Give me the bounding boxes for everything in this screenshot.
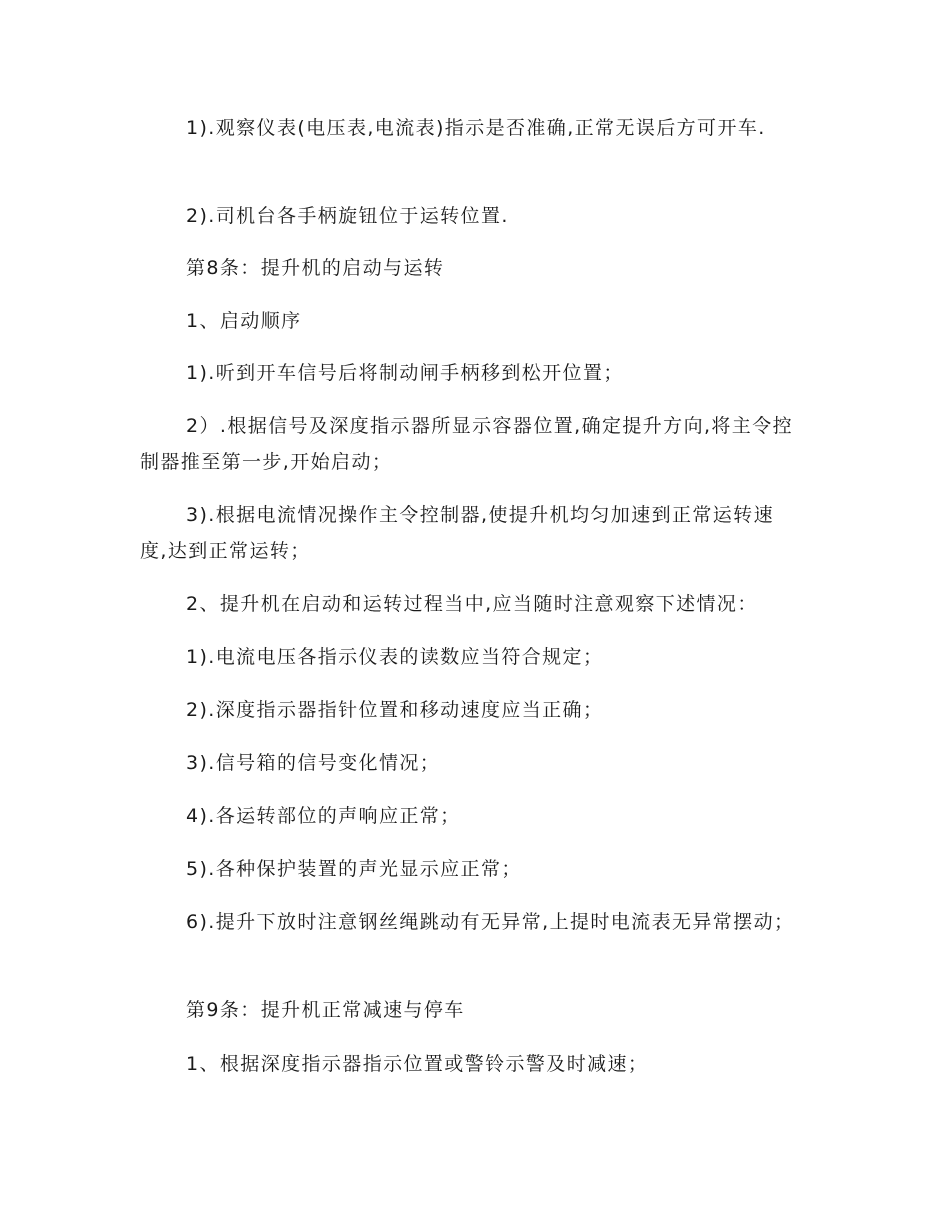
- section-heading-article-8: 第8条：提升机的启动与运转: [186, 257, 445, 279]
- paragraph-observe-1: 1).电流电压各指示仪表的读数应当符合规定；: [186, 646, 604, 668]
- paragraph-decelerate-1: 1、根据深度指示器指示位置或警铃示警及时减速；: [186, 1053, 649, 1075]
- paragraph-observe-6: 6).提升下放时注意钢丝绳跳动有无异常,上提时电流表无异常摆动；: [186, 911, 795, 933]
- paragraph-observe-4: 4).各运转部位的声响应正常；: [186, 805, 461, 827]
- section-heading-article-9: 第9条：提升机正常减速与停车: [186, 999, 465, 1021]
- paragraph-observe-2: 2).深度指示器指针位置和移动速度应当正确；: [186, 699, 604, 721]
- paragraph-handle-position: 2).司机台各手柄旋钮位于运转位置.: [186, 205, 509, 227]
- paragraph-start-step-1: 1).听到开车信号后将制动闸手柄移到松开位置；: [186, 362, 624, 384]
- paragraph-observe-5: 5).各种保护装置的声光显示应正常；: [186, 858, 522, 880]
- subheading-observation: 2、提升机在启动和运转过程当中,应当随时注意观察下述情况：: [186, 593, 758, 615]
- paragraph-observe-3: 3).信号箱的信号变化情况；: [186, 752, 441, 774]
- paragraph-instrument-check: 1).观察仪表(电压表,电流表)指示是否准确,正常无误后方可开车.: [186, 117, 766, 139]
- paragraph-start-step-3: 3).根据电流情况操作主令控制器,使提升机均匀加速到正常运转速度,达到正常运转；: [140, 504, 774, 562]
- paragraph-start-step-2: 2）.根据信号及深度指示器所显示容器位置,确定提升方向,将主令控制器推至第一步,开始启动；: [140, 415, 794, 473]
- subheading-start-sequence: 1、启动顺序: [186, 310, 302, 332]
